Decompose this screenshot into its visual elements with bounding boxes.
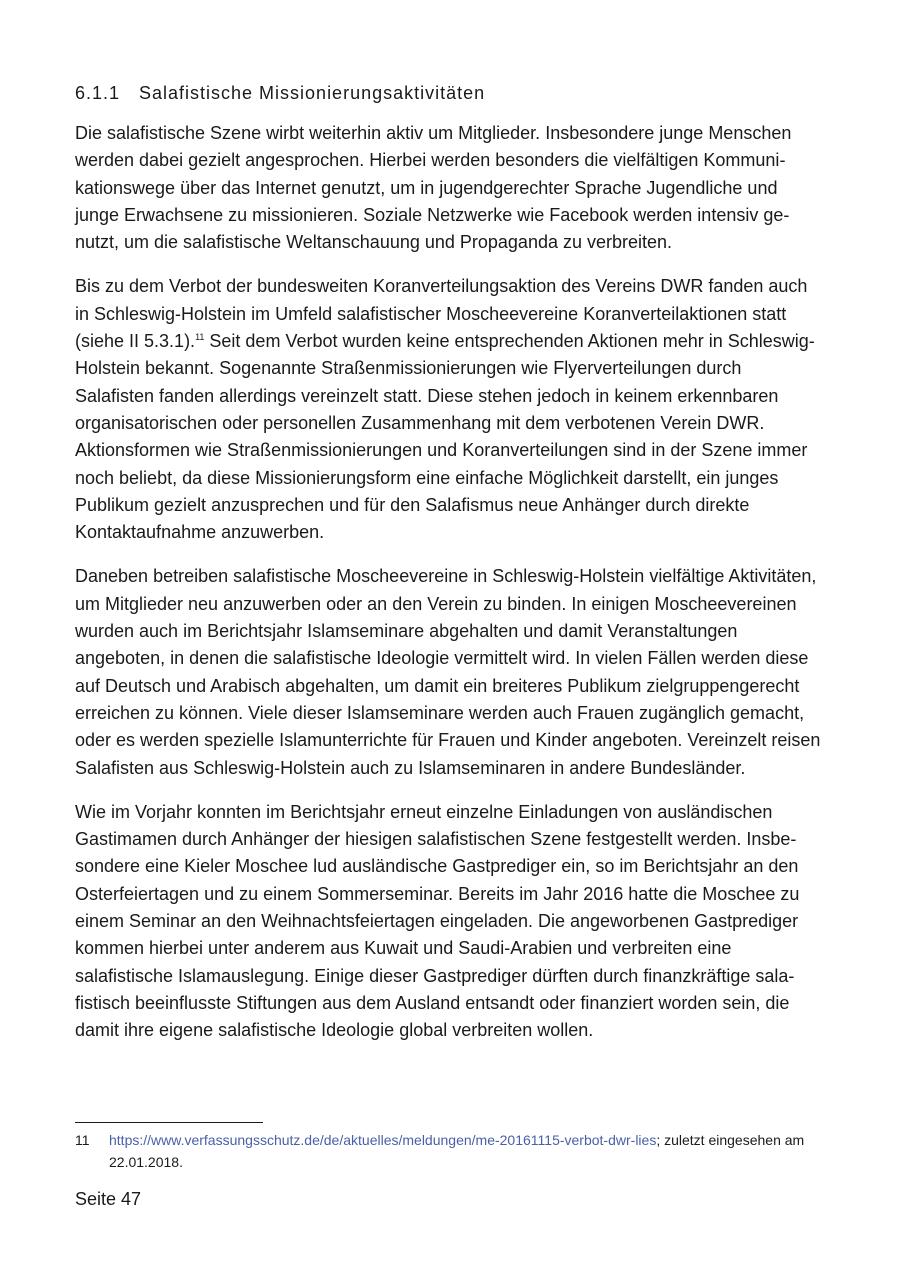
paragraph-1: Die salafistische Szene wirbt weiterhin aktiv um Mitglieder. Insbesondere junge Menschen werden dabei gezielt angesprochen. Hierbei werden besonders die vielfältigen Kommunikationswege über das Internet genutzt, um in jugendgerechter Sprache Jugendliche und junge Erwachsene zu missionieren. Soziale Netzwerke wie Facebook werden intensiv genutzt, um die salafistische Weltanschauung und Propaganda zu verbreiten. (75, 123, 792, 253)
footnote-body (109, 1129, 825, 1173)
footnote-divider (75, 1122, 263, 1123)
paragraph-2 (75, 273, 825, 546)
footnote-number: 11 (75, 1132, 90, 1148)
section-title: Salafistische Missionierungsaktivitäten (139, 83, 486, 103)
section-heading (75, 80, 825, 106)
paragraph-4: Wie im Vorjahr konnten im Berichtsjahr erneut einzelne Einladungen von ausländischen Gastimamen durch Anhänger der hiesigen salafistischen Szene festgestellt werden. Insbesondere eine Kieler Moschee lud ausländische Gastprediger ein, so im Berichtsjahr an den Osterfeiertagen und zu einem Sommerseminar. Bereits im Jahr 2016 hatte die Moschee zu einem Seminar an den Weihnachtsfeiertagen eingeladen. Die angeworbenen Gastprediger kommen hierbei unter anderem aus Kuwait und Saudi-Arabien und verbreiten eine salafistische Islamauslegung. Einige dieser Gastprediger dürften durch finanzkräftige salafistisch beeinflusste Stiftungen aus dem Ausland entsandt oder finanziert worden sein, die damit ihre eigene salafistische Ideologie global verbreiten wollen. (75, 801, 800, 1041)
footnote-reference[interactable]: 11 (195, 332, 205, 343)
paragraph-2-text-a: Bis zu dem Verbot der bundesweiten Koranverteilungsaktion des Vereins DWR fanden auch in Schleswig-Holstein im Umfeld salafistischer Moscheevereine Koranverteilaktionen statt (siehe II 5.3.1). (75, 276, 808, 352)
footnote-suffix: ; zuletzt eingesehen am 22.01.2018. (109, 1132, 805, 1170)
footnote (75, 1129, 825, 1173)
footnote-link[interactable]: https://www.verfassungsschutz.de/de/aktuelles/meldungen/me-20161115-verbot-dwr-lies (109, 1132, 657, 1148)
paragraph-3: Daneben betreiben salafistische Moscheevereine in Schleswig-Holstein vielfältige Aktivitäten, um Mitglieder neu anzuwerben oder an den Verein zu binden. In einigen Moscheevereinen wurden auch im Berichtsjahr Islamseminare abgehalten und damit Veranstaltungen angeboten, in denen die salafistische Ideologie vermittelt wird. In vielen Fällen werden diese auf Deutsch und Arabisch abgehalten, um damit ein breiteres Publikum zielgruppengerecht erreichen zu können. Viele dieser Islamseminare werden auch Frauen zugänglich gemacht, oder es werden spezielle Islamunterrichte für Frauen und Kinder angeboten. Vereinzelt reisen Salafisten aus Schleswig-Holstein auch zu Islamseminaren in andere Bundesländer. (75, 566, 821, 778)
section-number: 6.1.1 (75, 83, 121, 103)
paragraph-2-text-b: Seit dem Verbot wurden keine entsprechenden Aktionen mehr in Schleswig-Holstein bekannt. Sogenannte Straßenmissionierungen wie Flyerverteilungen durch Salafisten fanden allerdings vereinzelt statt. Diese stehen jedoch in keinem erkennbaren organisatorischen oder personellen Zusammenhang mit dem verbotenen Verein DWR. Aktionsformen wie Straßenmissionierungen und Koranverteilungen sind in der Szene immer noch beliebt, da diese Missionierungsform eine einfache Möglichkeit darstellt, ein junges Publikum gezielt anzusprechen und für den Salafismus neue Anhänger durch direkte Kontaktaufnahme anzuwerben. (75, 331, 815, 543)
page-number: Seite 47 (75, 1189, 142, 1209)
main-content (75, 80, 825, 1062)
